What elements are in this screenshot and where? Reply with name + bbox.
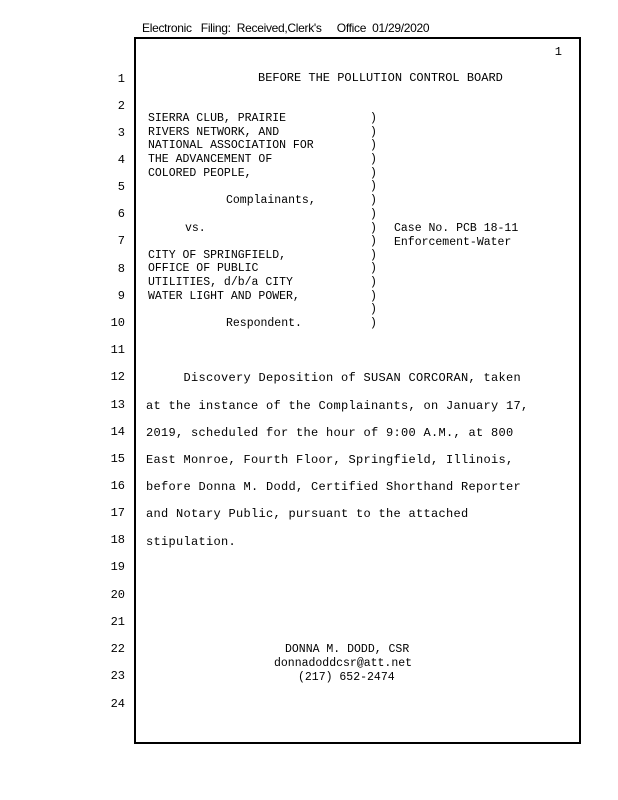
line-number: 9 — [117, 289, 125, 303]
caption-paren: ) — [370, 249, 377, 262]
case-number: Case No. PCB 18-11 — [394, 222, 519, 235]
case-type: Enforcement-Water — [394, 236, 512, 249]
line-number: 22 — [110, 642, 125, 656]
versus-label: vs. — [185, 222, 206, 235]
respondent-label: Respondent. — [226, 317, 302, 330]
caption-paren: ) — [370, 317, 377, 330]
complainant-line: NATIONAL ASSOCIATION FOR — [148, 139, 314, 152]
caption-paren: ) — [370, 180, 377, 193]
line-number: 7 — [117, 234, 125, 248]
caption-paren: ) — [370, 262, 377, 275]
respondent-line: UTILITIES, d/b/a CITY — [148, 276, 293, 289]
reporter-email: donnadoddcsr@att.net — [274, 657, 413, 670]
complainant-line: RIVERS NETWORK, AND — [148, 126, 280, 139]
line-number: 2 — [117, 99, 125, 113]
respondent-line: CITY OF SPRINGFIELD, — [148, 249, 287, 262]
line-number: 4 — [117, 153, 125, 167]
caption-paren: ) — [370, 139, 377, 152]
respondent-line: WATER LIGHT AND POWER, — [148, 290, 300, 303]
caption-paren: ) — [370, 276, 377, 289]
line-number: 17 — [110, 506, 125, 520]
caption-paren: ) — [370, 303, 377, 316]
line-number: 3 — [117, 126, 125, 140]
line-number: 6 — [117, 207, 125, 221]
line-number: 5 — [117, 180, 125, 194]
line-number: 23 — [110, 669, 125, 683]
line-number: 21 — [110, 615, 125, 629]
caption-paren: ) — [370, 112, 377, 125]
reporter-name: DONNA M. DODD, CSR — [285, 643, 410, 656]
caption-paren: ) — [370, 153, 377, 166]
line-number: 12 — [110, 370, 125, 384]
line-number: 14 — [110, 425, 125, 439]
line-number: 24 — [110, 697, 125, 711]
body-line: East Monroe, Fourth Floor, Springfield, Illinois, — [146, 453, 514, 467]
line-number: 18 — [110, 533, 125, 547]
filing-stamp: Electronic Filing: Received,Clerk's Office 01/29/2020 — [142, 21, 430, 35]
respondent-line: OFFICE OF PUBLIC — [148, 262, 259, 275]
reporter-phone: (217) 652-2474 — [298, 671, 395, 684]
caption-paren: ) — [370, 222, 377, 235]
complainants-label: Complainants, — [226, 194, 316, 207]
board-heading: BEFORE THE POLLUTION CONTROL BOARD — [258, 71, 503, 85]
body-line: Discovery Deposition of SUSAN CORCORAN, taken — [146, 371, 522, 385]
line-number: 10 — [110, 316, 125, 330]
body-line: and Notary Public, pursuant to the attached — [146, 507, 469, 521]
caption-paren: ) — [370, 194, 377, 207]
body-line: before Donna M. Dodd, Certified Shorthand Reporter — [146, 480, 522, 494]
body-line: at the instance of the Complainants, on January 17, — [146, 399, 529, 413]
line-number: 19 — [110, 560, 125, 574]
line-number: 13 — [110, 398, 125, 412]
caption-paren: ) — [370, 167, 377, 180]
line-number: 1 — [117, 72, 125, 86]
complainant-line: COLORED PEOPLE, — [148, 167, 252, 180]
body-line: 2019, scheduled for the hour of 9:00 A.M., at 800 — [146, 426, 514, 440]
caption-paren: ) — [370, 235, 377, 248]
caption-paren: ) — [370, 290, 377, 303]
caption-paren: ) — [370, 126, 377, 139]
line-number: 8 — [117, 262, 125, 276]
line-number: 11 — [110, 343, 125, 357]
line-number: 15 — [110, 452, 125, 466]
body-line: stipulation. — [146, 535, 237, 549]
caption-paren: ) — [370, 208, 377, 221]
page-number: 1 — [554, 45, 562, 59]
complainant-line: SIERRA CLUB, PRAIRIE — [148, 112, 287, 125]
complainant-line: THE ADVANCEMENT OF — [148, 153, 273, 166]
line-number: 16 — [110, 479, 125, 493]
line-number: 20 — [110, 588, 125, 602]
